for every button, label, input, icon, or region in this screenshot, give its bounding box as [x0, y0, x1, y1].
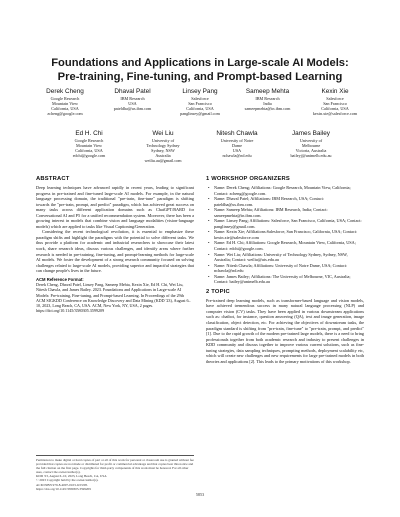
- author-row-2: [36, 130, 364, 163]
- acm-reference-text: Derek Cheng, Dhaval Patel, Linsey Pang, Sameep Mehta, Kexin Xie, Ed H. Chi, Wei Liu, Nitesh Chawla, and James Bailey. 2023. Foundations and Applications in Large-scale AI Models: Pre-training, Fine-tuning, and Prompt-based Learning. In Proceedings of the 29th ACM SIGKDD Conference on Knowledge Discovery and Data Mining (KDD '23), August 6–10, 2023, Long Beach, CA, USA. ACM, New York, NY, USA, 2 pages. https://doi.org/10.1145/3580305.3599209: [36, 282, 191, 314]
- author-block: [206, 130, 268, 163]
- organizer-item: • Name: James Bailey; Affiliations: The University of Melbourne, VIC, Australia; Contact: bailey@unimelb.edu.au: [206, 274, 364, 285]
- author-affiliation-line: IBM Research: [120, 96, 145, 101]
- author-name: Wei Liu: [152, 130, 174, 137]
- author-name: Kexin Xie: [321, 88, 349, 95]
- acm-reference-heading: ACM Reference Format:: [36, 276, 84, 282]
- author-affiliation-line: Google Research: [50, 96, 80, 101]
- author-affiliation-line: India: [263, 101, 272, 107]
- topic-paragraph: Pre-trained deep learning models, such as transformer-based language and vision models, have achieved tremendous success in many natural language processing (NLP) and computer vision (CV) tasks. They have been applied in various downstream applications such as: chatbot, for instance, question answering (QA), text and image generation, image classification, object detection, etc. For achieving the objectives of downstream tasks, the paradigm standard is shifting from "pre-train, fine-tune" to "pre-train, prompt, and predict" [1]. Due to the rapid growth of the modern pre-trained large models, there is a need to bring professionals together from both academic research and industry to present challenges in KDD community and discuss together to improve various current solutions, such as fine-tuning strategies, data sampling techniques, prompting methods, deployment scalability etc, which will create new challenges and new requirements for large pre-trained models in both theories and applications [2]. This leads to the primary motivations of this workshop.: [206, 297, 364, 364]
- organizer-item: • Name: Nitesh Chawla; Affiliations: University of Notre Dame, USA; Contact: nchawla@nd.edu: [206, 263, 364, 274]
- footnote-isbn: ACM ISBN 979-8-4007-0103-0/23/08.: [36, 482, 88, 487]
- page-number: 5853: [195, 492, 205, 497]
- author-affiliation-line: Technology Sydney: [146, 143, 180, 149]
- copyright-footnote: [36, 455, 194, 491]
- author-affiliation-line: Melbourne: [301, 143, 321, 149]
- author-row-1: [36, 88, 364, 116]
- author-affiliation-line: Dame: [232, 143, 242, 149]
- paper-title: [30, 56, 370, 84]
- author-block: [306, 88, 364, 116]
- footnote-venue: KDD '23, August 6–10, 2023, Long Beach, CA, USA: [36, 474, 107, 479]
- organizer-item: • Name: Derek Cheng; Affiliations: Google Research, Mountain View, California; Contact: zcheng@google.com.: [206, 185, 364, 196]
- organizer-item: • Name: Sameep Mehta; Affiliations: IBM Research, India; Contact: sameepmehta@in.ibm.com.: [206, 207, 364, 218]
- organizers-heading: 1 WORKSHOP ORGANIZERS: [206, 176, 290, 182]
- author-affiliation-line: California, USA: [75, 148, 103, 154]
- author-block: [58, 130, 120, 163]
- author-block: [239, 88, 297, 116]
- author-affiliation-line: University of: [151, 138, 175, 143]
- organizer-item: • Name: Dhaval Patel; Affiliations: IBM Research, USA; Contact: pateldha@us.ibm.com.: [206, 196, 364, 207]
- author-name: Ed H. Chi: [75, 130, 103, 137]
- author-affiliation-line: USA: [232, 148, 242, 154]
- organizer-item: • Name: Linsey Pang; Affiliations: Salesforce, San Francisco, California, USA; Contact: panglinsey@gmail.com.: [206, 218, 364, 229]
- author-affiliation-line: IBM Research: [255, 96, 280, 101]
- organizer-item: • Name: Kexin Xie; Affiliations:Salesforce, San Francisco, California, USA; Contact: kexin.xie@salesforce.com: [206, 229, 364, 240]
- author-affiliation-line: University of: [299, 138, 323, 143]
- author-name: Derek Cheng: [46, 88, 84, 95]
- author-affiliation-line: pateldha@us.ibm.com: [113, 106, 152, 112]
- author-block: [104, 88, 162, 116]
- topic-heading: 2 TOPIC: [206, 288, 230, 295]
- author-affiliation-line: Victoria, Australia: [295, 148, 327, 154]
- author-affiliation-line: baileyj@unimelb.edu.au: [290, 153, 332, 159]
- title-line-2: Pre-training, Fine-tuning, and Prompt-based Learning: [57, 71, 343, 83]
- title-line-1: Foundations and Applications in Large-scale AI Models:: [51, 57, 349, 69]
- author-affiliation-line: University of Notre: [220, 138, 254, 143]
- abstract-heading: ABSTRACT: [36, 176, 70, 182]
- author-affiliation-line: California, USA: [51, 106, 79, 112]
- author-affiliation-line: nchawla@nd.edu: [222, 153, 252, 159]
- left-column: [36, 176, 194, 313]
- organizer-item: • Name: Wei Liu; Affiliations: University of Technology Sydney, Sydney, NSW, Australia; Contact: weiliu@uts.edu.au: [206, 252, 364, 263]
- author-affiliation-line: USA: [128, 101, 137, 107]
- footnote-doi: https://doi.org/10.1145/3580305.3599209: [36, 486, 91, 491]
- author-block: [280, 130, 342, 163]
- author-affiliation-line: San Francisco: [323, 101, 347, 107]
- author-affiliation-line: Google Research: [74, 138, 104, 143]
- abstract-paragraph-1: Deep learning techniques have advanced rapidly in recent years, leading to significant progress in pre-trained and fine-tuned large-scale AI models. For example, in the natural language processing domain, the traditional "pre-train, fine-tune" paradigm is shifting towards the "pre-train, prompt, and predict" paradigm, which has achieved great success on many tasks across different application domains such as ChatGPT/BARD for Conversational AI and P5 for a unified recommendation system. Moreover, there has been a growing interest in models that combine vision and language modalities (vision-language models) which are applied to tasks like Visual Captioning/Generation.: [36, 185, 194, 229]
- author-block: [171, 88, 229, 116]
- author-block: [36, 88, 94, 116]
- organizer-item: • Name: Ed H. Chi; Affiliations: Google Research, Mountain View, California, USA; Contact: edchi@google.com.: [206, 240, 364, 251]
- footnote-copyright: © 2023 Copyright held by the owner/author(s).: [36, 478, 99, 483]
- author-affiliation-line: Mountain View: [51, 101, 79, 107]
- author-name: Sameep Mehta: [245, 88, 290, 95]
- author-affiliation-line: California, USA: [321, 106, 349, 112]
- abstract-paragraph-2: Considering the recent technological revolution, it is essential to emphasize these paradigm shifts and highlight the paradigms with the potential to solve different tasks. We thus provide a platform for academic and industrial researchers to showcase their latest work, share research ideas, discuss various challenges, and identify areas where further research is needed in pre-training, fine-tuning, and prompt-learning methods for large-scale AI models. We foster the development of a strong research community focused on solving challenges related to large-scale AI models, providing superior and impactful strategies that can change people's lives in the future.: [36, 229, 194, 274]
- footnote-permission: Permission to make digital or hard copies of part or all of this work for personal or classroom use is granted without fee provided that copies are not made or distributed for profit or commercial advantage and that copies bear this notice and the full citation on the first page. Copyrights for third-party components of this work must be honored. For all other uses, contact the owner/author(s).: [36, 458, 194, 475]
- author-name: Dhaval Patel: [114, 88, 151, 95]
- right-column: [206, 176, 364, 364]
- author-affiliation-line: edchi@google.com: [72, 153, 106, 159]
- author-affiliation-line: weiliu.au@gmail.com: [144, 158, 182, 164]
- author-block: [132, 130, 194, 163]
- author-affiliation-line: San Francisco: [188, 101, 212, 107]
- author-affiliation-line: California, USA: [186, 106, 214, 112]
- author-affiliation-line: kexin.xie@salesforce.com: [312, 111, 358, 117]
- author-name: Linsey Pang: [182, 88, 218, 95]
- author-affiliation-line: Salesforce: [326, 96, 344, 101]
- author-affiliation-line: sameepmehta@in.ibm.com: [244, 106, 291, 112]
- author-affiliation-line: Salesforce: [191, 96, 209, 101]
- organizers-list: [206, 185, 364, 285]
- author-affiliation-line: panglinsey@gmail.com: [180, 111, 220, 117]
- author-affiliation-line: Sydney, NSW: [151, 148, 175, 154]
- author-affiliation-line: Australia: [155, 153, 171, 159]
- author-name: James Bailey: [291, 130, 330, 137]
- author-affiliation-line: zcheng@google.com: [47, 111, 83, 117]
- author-affiliation-line: Mountain View: [75, 143, 103, 149]
- author-name: Nitesh Chawla: [216, 130, 258, 137]
